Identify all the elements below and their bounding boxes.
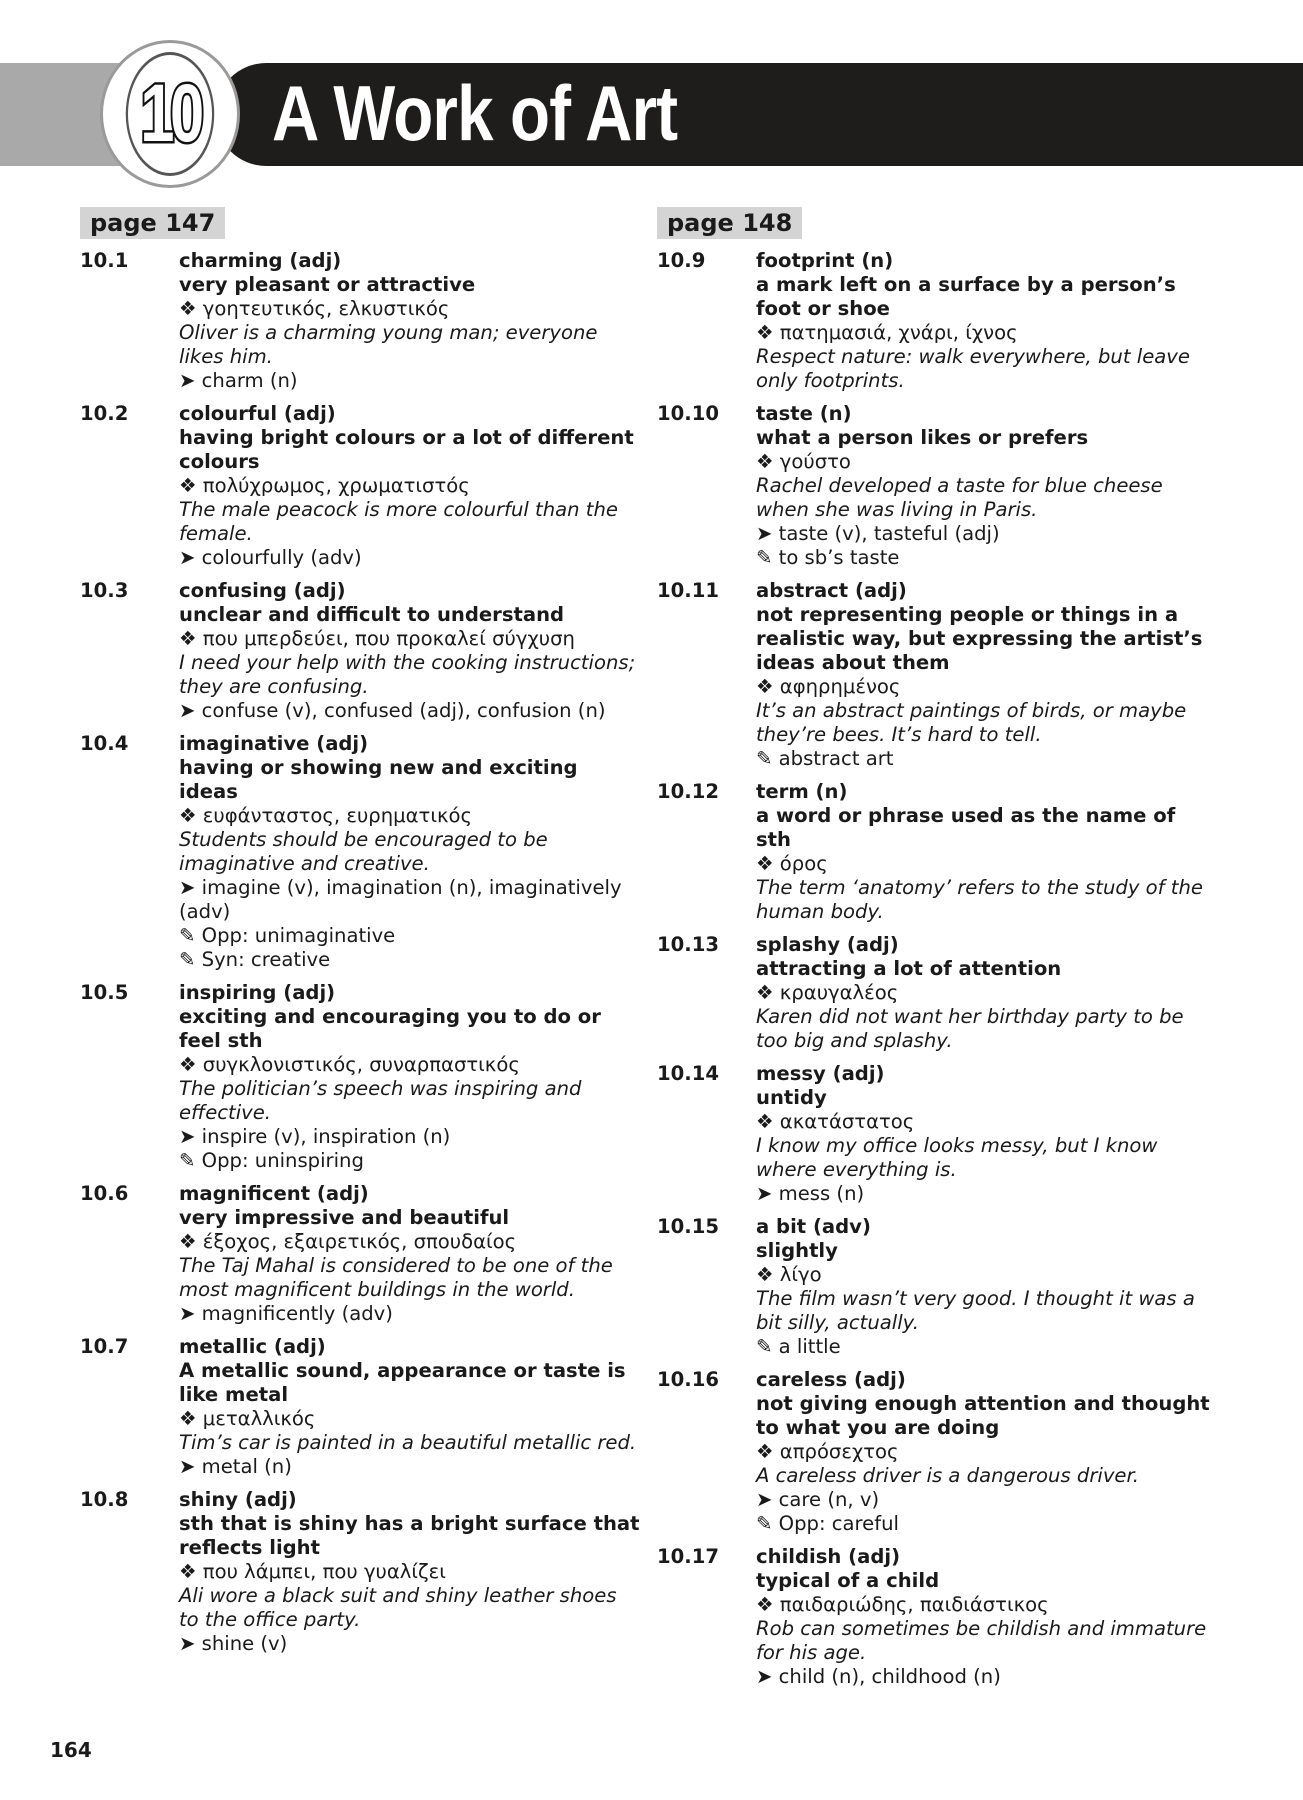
example-sentence: The male peacock is more colourful than the female. [179,498,618,545]
definition: typical of a child [756,1569,940,1592]
definition: attracting a lot of attention [756,957,1062,980]
chapter-title: A Work of Art [272,69,678,157]
greek-translation: ❖ όρος [756,852,828,875]
entry-number: 10.17 [657,1545,719,1568]
vocab-entry [657,1368,1217,1536]
headword: colourful (adj) [179,402,336,425]
vocab-entry [657,933,1217,1053]
example-sentence: The Taj Mahal is considered to be one of the most magnificent buildings in the world. [179,1254,613,1301]
example-sentence: The term ‘anatomy’ refers to the study of the human body. [756,876,1203,923]
vocab-entry [80,981,640,1173]
greek-translation: ❖ μεταλλικός [179,1407,316,1430]
derivatives: ➤ colourfully (adv) [179,546,362,569]
example-sentence: Rachel developed a taste for blue cheese when she was living in Paris. [756,474,1163,521]
entry-body [756,933,1217,1053]
greek-translation: ❖ κραυγαλέος [756,981,899,1004]
definition: not representing people or things in a realistic way, but expressing the artist’s ideas about them [756,603,1203,674]
derivatives: ➤ magnificently (adv) [179,1302,393,1325]
definition: a mark left on a surface by a person’s foot or shoe [756,273,1176,320]
definition: a word or phrase used as the name of sth [756,804,1176,851]
greek-translation: ❖ ακατάστατος [756,1110,915,1133]
entry-number: 10.14 [657,1062,719,1085]
entry-body [179,249,640,393]
note: ✎ Opp: unimaginative [179,924,396,947]
example-sentence: It’s an abstract paintings of birds, or maybe they’re bees. It’s hard to tell. [756,699,1187,746]
chapter-badge [100,40,240,188]
entry-body [756,402,1217,570]
vocab-entry [80,1488,640,1656]
example-sentence: Students should be encouraged to be imaginative and creative. [179,828,548,875]
entry-body [179,402,640,570]
example-sentence: Karen did not want her birthday party to be too big and splashy. [756,1005,1184,1052]
headword: a bit (adv) [756,1215,871,1238]
headword: childish (adj) [756,1545,901,1568]
vocab-entry [657,402,1217,570]
headword: splashy (adj) [756,933,899,956]
example-sentence: Tim’s car is painted in a beautiful metallic red. [179,1431,637,1454]
vocab-entry [657,780,1217,924]
entry-number: 10.9 [657,249,706,272]
entry-body [756,1368,1217,1536]
headword: footprint (n) [756,249,894,272]
greek-translation: ❖ γούστο [756,450,851,473]
entry-body [179,1488,640,1656]
entry-body [179,1182,640,1326]
page-label: page 148 [657,207,802,239]
definition: unclear and difficult to understand [179,603,565,626]
vocab-entry [657,1545,1217,1689]
example-sentence: The film wasn’t very good. I thought it was a bit silly, actually. [756,1287,1195,1334]
greek-translation: ❖ απρόσεχτος [756,1440,899,1463]
entry-number: 10.12 [657,780,719,803]
entry-body [756,579,1217,771]
example-sentence: Ali wore a black suit and shiny leather shoes to the office party. [179,1584,617,1631]
entry-body [756,1545,1217,1689]
definition: having or showing new and exciting ideas [179,756,578,803]
derivatives: ➤ metal (n) [179,1455,292,1478]
vocab-entry [80,732,640,972]
derivatives: ➤ taste (v), tasteful (adj) [756,522,1000,545]
derivatives: ➤ shine (v) [179,1632,288,1655]
derivatives: ➤ child (n), childhood (n) [756,1665,1001,1688]
definition: A metallic sound, appearance or taste is like metal [179,1359,626,1406]
headword: shiny (adj) [179,1488,297,1511]
note: ✎ Opp: careful [756,1512,899,1535]
vocab-entry [80,1335,640,1479]
note: ✎ a little [756,1335,841,1358]
vocab-entry [657,1215,1217,1359]
entry-number: 10.6 [80,1182,129,1205]
entry-number: 10.16 [657,1368,719,1391]
greek-translation: ❖ πολύχρωμος, χρωματιστός [179,474,470,497]
definition: very impressive and beautiful [179,1206,510,1229]
entry-number: 10.11 [657,579,719,602]
note: ✎ to sb’s taste [756,546,900,569]
page-number: 164 [50,1738,92,1762]
definition: slightly [756,1239,838,1262]
greek-translation: ❖ παιδαριώδης, παιδιάστικος [756,1593,1049,1616]
headword: charming (adj) [179,249,342,272]
entry-body [756,780,1217,924]
greek-translation: ❖ που μπερδεύει, που προκαλεί σύγχυση [179,627,575,650]
page-label: page 147 [80,207,225,239]
derivatives: ➤ charm (n) [179,369,298,392]
derivatives: ➤ care (n, v) [756,1488,880,1511]
greek-translation: ❖ ευφάνταστος, ευρηματικός [179,804,473,827]
greek-translation: ❖ λίγο [756,1263,822,1286]
headword: confusing (adj) [179,579,346,602]
derivatives: ➤ imagine (v), imagination (n), imaginatively (adv) [179,876,622,923]
entry-number: 10.15 [657,1215,719,1238]
entry-number: 10.7 [80,1335,129,1358]
greek-translation: ❖ έξοχος, εξαιρετικός, σπουδαίος [179,1230,517,1253]
greek-translation: ❖ που λάμπει, που γυαλίζει [179,1560,446,1583]
headword: taste (n) [756,402,852,425]
example-sentence: Oliver is a charming young man; everyone likes him. [179,321,598,368]
chapter-number: 10 [126,52,215,176]
note: ✎ abstract art [756,747,894,770]
entry-number: 10.2 [80,402,129,425]
greek-translation: ❖ αφηρημένος [756,675,901,698]
vocab-entry [80,402,640,570]
entry-number: 10.1 [80,249,129,272]
vocab-entry [657,1062,1217,1206]
note: ✎ Opp: uninspiring [179,1149,364,1172]
headword: imaginative (adj) [179,732,369,755]
entry-body [756,249,1217,393]
greek-translation: ❖ γοητευτικός, ελκυστικός [179,297,450,320]
entry-number: 10.4 [80,732,129,755]
definition: untidy [756,1086,827,1109]
vocab-entry [80,1182,640,1326]
entry-number: 10.3 [80,579,129,602]
definition: not giving enough attention and thought to what you are doing [756,1392,1210,1439]
derivatives: ➤ inspire (v), inspiration (n) [179,1125,451,1148]
vocab-entry [80,249,640,393]
entry-body [179,981,640,1173]
definition: what a person likes or prefers [756,426,1089,449]
derivatives: ➤ confuse (v), confused (adj), confusion (n) [179,699,606,722]
entry-body [179,732,640,972]
example-sentence: Respect nature: walk everywhere, but leave only footprints. [756,345,1190,392]
headword: careless (adj) [756,1368,906,1391]
headword: inspiring (adj) [179,981,336,1004]
vocab-entry [657,579,1217,771]
derivatives: ➤ mess (n) [756,1182,865,1205]
headword: abstract (adj) [756,579,907,602]
entry-number: 10.13 [657,933,719,956]
vocab-entry [80,579,640,723]
example-sentence: The politician’s speech was inspiring and effective. [179,1077,582,1124]
greek-translation: ❖ συγκλονιστικός, συναρπαστικός [179,1053,520,1076]
headword: magnificent (adj) [179,1182,369,1205]
column-right [657,207,1217,1698]
definition: very pleasant or attractive [179,273,476,296]
entry-number: 10.8 [80,1488,129,1511]
example-sentence: I need your help with the cooking instructions; they are confusing. [179,651,636,698]
headword: term (n) [756,780,848,803]
vocab-entry [657,249,1217,393]
example-sentence: I know my office looks messy, but I know where everything is. [756,1134,1158,1181]
example-sentence: A careless driver is a dangerous driver. [756,1464,1139,1487]
headword: messy (adj) [756,1062,885,1085]
entry-number: 10.5 [80,981,129,1004]
entry-number: 10.10 [657,402,719,425]
entry-body [756,1215,1217,1359]
example-sentence: Rob can sometimes be childish and immature for his age. [756,1617,1207,1664]
column-left [80,207,640,1665]
definition: exciting and encouraging you to do or feel sth [179,1005,601,1052]
greek-translation: ❖ πατημασιά, χνάρι, ίχνος [756,321,1018,344]
definition: sth that is shiny has a bright surface that reflects light [179,1512,640,1559]
entry-body [756,1062,1217,1206]
entry-body [179,1335,640,1479]
note: ✎ Syn: creative [179,948,331,971]
definition: having bright colours or a lot of different colours [179,426,634,473]
entry-body [179,579,640,723]
headword: metallic (adj) [179,1335,326,1358]
